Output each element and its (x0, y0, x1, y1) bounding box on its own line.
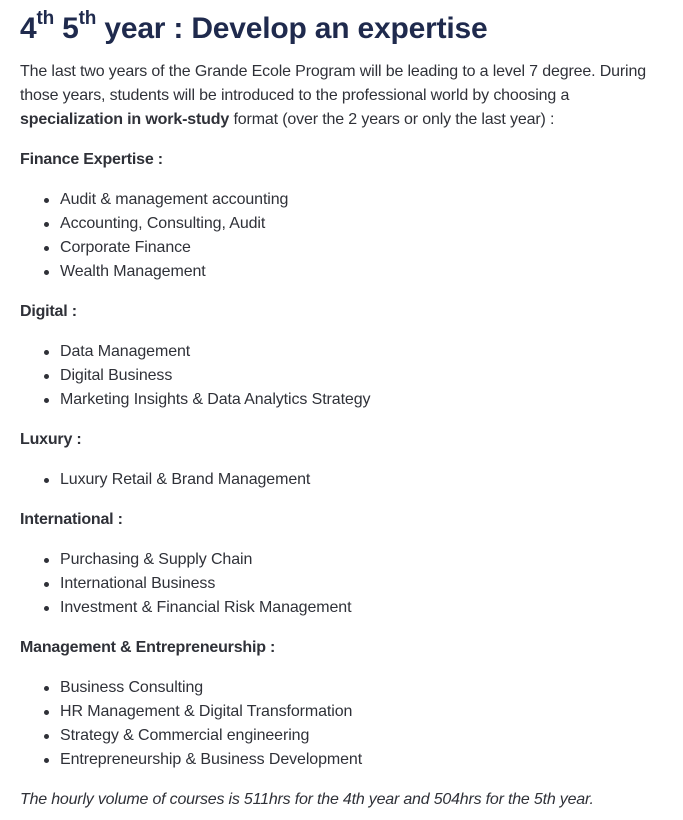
intro-line-1: The last two years of the Grande Ecole Program will be leading to a level 7 degree. During (20, 63, 646, 80)
intro-paragraph (20, 60, 680, 132)
list-item: Wealth Management (60, 260, 683, 284)
list-item: Luxury Retail & Brand Management (60, 468, 683, 492)
list-item: HR Management & Digital Transformation (60, 700, 683, 724)
list-item: International Business (60, 572, 683, 596)
section-luxury (20, 428, 683, 492)
list-item: Accounting, Consulting, Audit (60, 212, 683, 236)
section-international (20, 508, 683, 620)
intro-emphasis: specialization in work-study (20, 111, 230, 128)
list-item: Strategy & Commercial engineering (60, 724, 683, 748)
list-finance (20, 188, 683, 284)
list-item: Audit & management accounting (60, 188, 683, 212)
list-international (20, 548, 683, 620)
page-title (20, 0, 683, 48)
section-finance (20, 148, 683, 284)
section-title-digital: Digital : (20, 303, 77, 320)
title-number-4: 4 (20, 12, 37, 45)
section-management (20, 636, 683, 772)
list-management (20, 676, 683, 772)
title-superscript-th: th (36, 8, 55, 29)
list-item: Corporate Finance (60, 236, 683, 260)
section-title-international: International : (20, 511, 123, 528)
title-text: year : Develop an expertise (96, 12, 488, 45)
section-title-management: Management & Entrepreneurship : (20, 639, 276, 656)
section-title-luxury: Luxury : (20, 431, 82, 448)
intro-line-3 (20, 108, 680, 132)
list-item: Investment & Financial Risk Management (60, 596, 683, 620)
hourly-volume-note: The hourly volume of courses is 511hrs for the 4th year and 504hrs for the 5th year. (20, 791, 594, 808)
intro-line-3-rest: format (over the 2 years or only the last year) : (229, 111, 555, 128)
list-digital (20, 340, 683, 412)
title-number-5: 5 (54, 12, 79, 45)
list-item: Entrepreneurship & Business Development (60, 748, 683, 772)
intro-line-2: those years, students will be introduced to the professional world by choosing a (20, 87, 570, 104)
list-item: Data Management (60, 340, 683, 364)
list-item: Purchasing & Supply Chain (60, 548, 683, 572)
list-item: Digital Business (60, 364, 683, 388)
list-item: Marketing Insights & Data Analytics Strategy (60, 388, 683, 412)
title-superscript-th-2: th (78, 8, 97, 29)
list-item: Business Consulting (60, 676, 683, 700)
list-luxury (20, 468, 683, 492)
section-title-finance: Finance Expertise : (20, 151, 163, 168)
section-digital (20, 300, 683, 412)
